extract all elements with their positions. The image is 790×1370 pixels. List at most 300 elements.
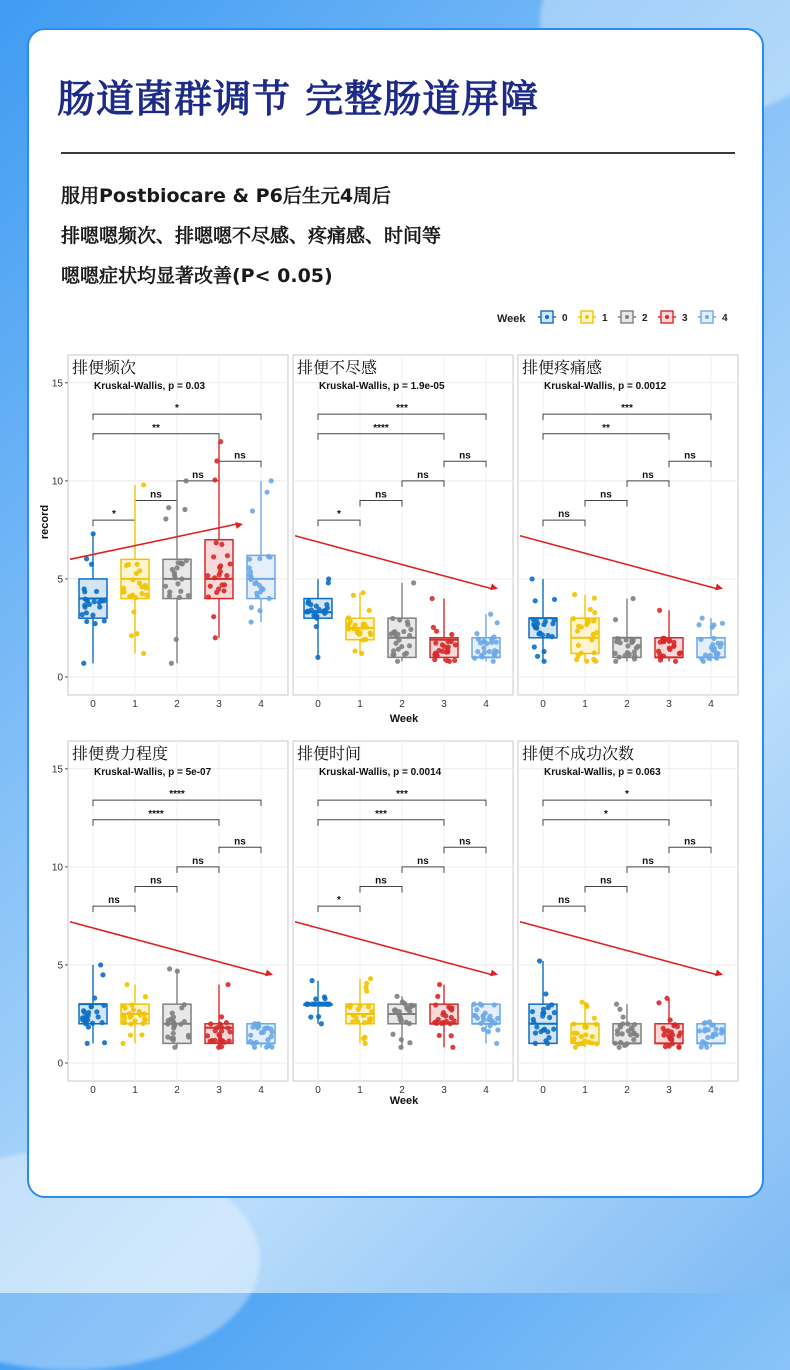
data-point: [175, 581, 180, 586]
data-point: [390, 652, 395, 657]
data-point: [322, 608, 327, 613]
data-point: [265, 1025, 270, 1030]
legend-label: 2: [642, 313, 648, 324]
data-point: [313, 610, 318, 615]
data-point: [571, 616, 576, 621]
data-point: [583, 1023, 588, 1028]
data-point: [350, 1019, 355, 1024]
data-point: [476, 637, 481, 642]
x-tick-label: 3: [216, 699, 222, 710]
data-point: [407, 643, 412, 648]
data-point: [490, 1020, 495, 1025]
data-point: [139, 1032, 144, 1037]
data-point: [163, 584, 168, 589]
data-point: [404, 1020, 409, 1025]
data-point: [471, 1002, 476, 1007]
x-tick-label: 4: [258, 1085, 264, 1096]
data-point: [169, 661, 174, 666]
data-point: [186, 1033, 191, 1038]
significance-label: ns: [192, 855, 204, 867]
data-point: [541, 659, 546, 664]
significance-label: *: [175, 403, 179, 415]
data-point: [437, 1033, 442, 1038]
data-point: [616, 636, 621, 641]
data-point: [308, 1014, 313, 1019]
data-point: [89, 562, 94, 567]
panel-stat: Kruskal-Wallis, p = 0.0012: [544, 381, 667, 392]
data-point: [390, 1032, 395, 1037]
data-point: [172, 1045, 177, 1050]
data-point: [486, 1029, 491, 1034]
data-point: [615, 1028, 620, 1033]
data-point: [90, 613, 95, 618]
data-point: [363, 637, 368, 642]
data-point: [93, 621, 98, 626]
data-point: [495, 1016, 500, 1021]
data-point: [594, 1022, 599, 1027]
y-tick-label: 15: [51, 764, 63, 776]
data-point: [629, 1025, 634, 1030]
data-point: [437, 982, 442, 987]
data-point: [407, 633, 412, 638]
data-point: [397, 617, 402, 622]
data-point: [368, 630, 373, 635]
data-point: [367, 1017, 372, 1022]
page-title: 肠道菌群调节 完整肠道屏障: [57, 77, 540, 121]
data-point: [137, 1009, 142, 1014]
description-line-1: 服用Postbiocare & P6后生元4周后: [61, 185, 392, 207]
data-point: [625, 643, 630, 648]
data-point: [130, 577, 135, 582]
x-tick-label: 1: [582, 1085, 588, 1096]
data-point: [575, 1042, 580, 1047]
data-point: [352, 648, 357, 653]
legend-key-dot: [665, 315, 669, 319]
data-point: [430, 596, 435, 601]
data-point: [255, 1024, 260, 1029]
data-point: [657, 608, 662, 613]
data-point: [180, 561, 185, 566]
description-line-3: 嗯嗯症状均显著改善(P< 0.05): [61, 265, 333, 287]
panel-title: 排便时间: [297, 746, 362, 763]
data-point: [673, 659, 678, 664]
significance-label: ns: [417, 469, 429, 481]
panel-title: 排便费力程度: [72, 746, 169, 763]
data-point: [631, 1030, 636, 1035]
data-point: [439, 1021, 444, 1026]
significance-label: ns: [600, 875, 612, 887]
y-axis-label: record: [39, 504, 51, 540]
data-point: [80, 612, 85, 617]
data-point: [219, 542, 224, 547]
data-point: [543, 1038, 548, 1043]
significance-label: ns: [417, 855, 429, 867]
data-point: [667, 645, 672, 650]
data-point: [213, 635, 218, 640]
data-point: [172, 572, 177, 577]
data-point: [710, 625, 715, 630]
data-point: [445, 639, 450, 644]
panel-stat: Kruskal-Wallis, p = 1.9e-05: [319, 381, 445, 392]
data-point: [220, 1038, 225, 1043]
data-point: [576, 643, 581, 648]
data-point: [304, 609, 309, 614]
data-point: [394, 994, 399, 999]
data-point: [211, 554, 216, 559]
data-point: [347, 1005, 352, 1010]
chart-legend: [497, 311, 728, 325]
data-point: [269, 478, 274, 483]
data-point: [495, 1027, 500, 1032]
significance-label: ns: [642, 855, 654, 867]
data-point: [100, 1020, 105, 1025]
data-point: [709, 1023, 714, 1028]
data-point: [617, 1045, 622, 1050]
data-point: [656, 649, 661, 654]
data-point: [398, 1045, 403, 1050]
significance-label: ns: [150, 489, 162, 501]
data-point: [361, 1013, 366, 1018]
data-point: [129, 1002, 134, 1007]
data-point: [631, 1037, 636, 1042]
data-point: [178, 589, 183, 594]
data-point: [588, 607, 593, 612]
data-point: [571, 1021, 576, 1026]
significance-label: *: [337, 509, 341, 521]
data-point: [167, 966, 172, 971]
data-point: [174, 565, 179, 570]
data-point: [435, 994, 440, 999]
data-point: [405, 619, 410, 624]
description-line-2: 排嗯嗯频次、排嗯嗯不尽感、疼痛感、时间等: [61, 225, 442, 247]
data-point: [254, 580, 259, 585]
data-point: [713, 1027, 718, 1032]
data-point: [584, 659, 589, 664]
data-point: [440, 1012, 445, 1017]
chart-panel: [518, 355, 738, 710]
data-point: [453, 642, 458, 647]
significance-label: *: [604, 808, 608, 820]
data-point: [452, 658, 457, 663]
data-point: [170, 567, 175, 572]
significance-label: *: [112, 509, 116, 521]
data-point: [444, 658, 449, 663]
data-point: [720, 621, 725, 626]
significance-label: ns: [600, 489, 612, 501]
x-tick-label: 3: [666, 699, 672, 710]
data-point: [358, 1003, 363, 1008]
x-tick-label: 0: [90, 699, 96, 710]
data-point: [531, 622, 536, 627]
data-point: [219, 582, 224, 587]
data-point: [537, 958, 542, 963]
data-point: [254, 591, 259, 596]
data-point: [142, 1016, 147, 1021]
legend-title: Week: [497, 313, 526, 325]
data-point: [591, 618, 596, 623]
data-point: [267, 554, 272, 559]
data-point: [478, 1021, 483, 1026]
data-point: [492, 1002, 497, 1007]
data-point: [433, 1019, 438, 1024]
panel-stat: Kruskal-Wallis, p = 0.0014: [319, 767, 442, 778]
data-point: [248, 1033, 253, 1038]
data-point: [481, 645, 486, 650]
significance-label: ns: [234, 450, 246, 462]
data-point: [120, 1041, 125, 1046]
data-point: [94, 589, 99, 594]
x-tick-label: 1: [357, 699, 363, 710]
data-point: [362, 1020, 367, 1025]
data-point: [214, 458, 219, 463]
data-point: [552, 597, 557, 602]
x-tick-label: 1: [132, 699, 138, 710]
x-axis-label: Week: [389, 713, 419, 725]
data-point: [165, 1021, 170, 1026]
data-point: [494, 1041, 499, 1046]
data-point: [81, 1008, 86, 1013]
data-point: [575, 653, 580, 658]
data-point: [267, 596, 272, 601]
data-point: [259, 1030, 264, 1035]
data-point: [264, 490, 269, 495]
data-point: [320, 1002, 325, 1007]
significance-label: ns: [375, 489, 387, 501]
data-point: [658, 657, 663, 662]
data-point: [582, 1038, 587, 1043]
data-point: [591, 657, 596, 662]
data-point: [101, 1003, 106, 1008]
data-point: [314, 624, 319, 629]
data-point: [702, 1021, 707, 1026]
significance-label: ns: [684, 836, 696, 848]
data-point: [128, 1033, 133, 1038]
data-point: [250, 508, 255, 513]
data-point: [315, 655, 320, 660]
data-point: [614, 1002, 619, 1007]
data-point: [594, 1041, 599, 1046]
data-point: [625, 1021, 630, 1026]
data-point: [326, 580, 331, 585]
data-point: [575, 628, 580, 633]
legend-label: 0: [562, 313, 568, 324]
data-point: [630, 638, 635, 643]
data-point: [319, 1021, 324, 1026]
data-point: [620, 1031, 625, 1036]
data-point: [214, 540, 219, 545]
data-point: [214, 1025, 219, 1030]
data-point: [140, 1021, 145, 1026]
x-tick-label: 3: [441, 699, 447, 710]
data-point: [620, 1021, 625, 1026]
data-point: [313, 996, 318, 1001]
data-point: [675, 1024, 680, 1029]
data-point: [163, 516, 168, 521]
data-point: [86, 1013, 91, 1018]
significance-label: ns: [108, 895, 120, 907]
data-point: [576, 624, 581, 629]
data-point: [450, 1045, 455, 1050]
data-point: [212, 575, 217, 580]
x-tick-label: 1: [582, 699, 588, 710]
data-point: [411, 580, 416, 585]
x-tick-label: 0: [540, 699, 546, 710]
data-point: [225, 1025, 230, 1030]
data-point: [177, 595, 182, 600]
data-point: [407, 1040, 412, 1045]
data-point: [313, 1002, 318, 1007]
x-tick-label: 4: [708, 699, 714, 710]
data-point: [432, 657, 437, 662]
data-point: [90, 1021, 95, 1026]
data-point: [225, 553, 230, 558]
x-tick-label: 0: [315, 1085, 321, 1096]
data-point: [530, 1009, 535, 1014]
x-tick-label: 2: [624, 1085, 630, 1096]
data-point: [710, 1033, 715, 1038]
data-point: [166, 505, 171, 510]
legend-key-dot: [585, 315, 589, 319]
x-tick-label: 1: [357, 1085, 363, 1096]
data-point: [362, 1035, 367, 1040]
data-point: [94, 1009, 99, 1014]
data-point: [668, 1017, 673, 1022]
panel-stat: Kruskal-Wallis, p = 5e-07: [94, 767, 212, 778]
data-point: [589, 637, 594, 642]
data-point: [703, 652, 708, 657]
data-point: [449, 1007, 454, 1012]
data-point: [121, 1012, 126, 1017]
data-point: [369, 1009, 374, 1014]
data-point: [316, 1014, 321, 1019]
x-tick-label: 4: [483, 699, 489, 710]
data-point: [89, 1004, 94, 1009]
data-point: [491, 634, 496, 639]
data-point: [171, 1031, 176, 1036]
y-tick-label: 15: [51, 378, 63, 390]
data-point: [481, 1027, 486, 1032]
significance-label: ns: [642, 469, 654, 481]
legend-key-dot: [545, 315, 549, 319]
data-point: [676, 1044, 681, 1049]
data-point: [98, 962, 103, 967]
panel-stat: Kruskal-Wallis, p = 0.03: [94, 381, 206, 392]
data-point: [531, 1017, 536, 1022]
data-point: [666, 1033, 671, 1038]
data-point: [247, 557, 252, 562]
panel-stat: Kruskal-Wallis, p = 0.063: [544, 767, 661, 778]
data-point: [531, 617, 536, 622]
significance-label: ns: [192, 469, 204, 481]
legend-key-dot: [705, 315, 709, 319]
data-point: [351, 593, 356, 598]
data-point: [700, 616, 705, 621]
data-point: [549, 1002, 554, 1007]
significance-label: ns: [375, 875, 387, 887]
data-point: [211, 614, 216, 619]
data-point: [257, 556, 262, 561]
data-point: [445, 647, 450, 652]
data-point: [551, 1027, 556, 1032]
data-point: [656, 1000, 661, 1005]
data-point: [130, 593, 135, 598]
data-point: [212, 477, 217, 482]
data-point: [174, 637, 179, 642]
x-axis-label: Week: [389, 1095, 419, 1107]
data-point: [584, 1002, 589, 1007]
data-point: [481, 1013, 486, 1018]
data-point: [543, 991, 548, 996]
data-point: [169, 1036, 174, 1041]
data-point: [402, 652, 407, 657]
data-point: [613, 617, 618, 622]
x-tick-label: 0: [90, 1085, 96, 1096]
y-tick-label: 10: [51, 862, 63, 874]
data-point: [182, 507, 187, 512]
panel-title: 排便频次: [72, 360, 137, 377]
data-point: [572, 592, 577, 597]
chart-panel: [52, 355, 288, 710]
data-point: [697, 1028, 702, 1033]
legend-label: 1: [602, 313, 608, 324]
data-point: [711, 636, 716, 641]
data-point: [665, 1028, 670, 1033]
data-point: [123, 1005, 128, 1010]
data-point: [346, 615, 351, 620]
data-point: [171, 1020, 176, 1025]
data-point: [324, 602, 329, 607]
data-point: [304, 1002, 309, 1007]
data-point: [678, 650, 683, 655]
data-point: [209, 1038, 214, 1043]
data-point: [547, 1015, 552, 1020]
data-point: [85, 598, 90, 603]
data-point: [678, 1030, 683, 1035]
data-point: [448, 1021, 453, 1026]
data-point: [487, 1014, 492, 1019]
significance-label: ns: [459, 450, 471, 462]
data-point: [361, 590, 366, 595]
data-point: [592, 650, 597, 655]
data-point: [710, 642, 715, 647]
significance-label: ***: [396, 789, 408, 801]
data-point: [594, 630, 599, 635]
data-point: [218, 439, 223, 444]
data-point: [631, 596, 636, 601]
data-point: [143, 583, 148, 588]
panel-title: 排便不尽感: [297, 360, 378, 377]
data-point: [80, 1017, 85, 1022]
significance-label: ***: [375, 808, 387, 820]
data-point: [433, 640, 438, 645]
significance-label: *: [625, 789, 629, 801]
data-point: [122, 1020, 127, 1025]
data-point: [134, 631, 139, 636]
data-point: [488, 612, 493, 617]
significance-label: **: [602, 422, 610, 434]
x-tick-label: 0: [540, 1085, 546, 1096]
data-point: [179, 1005, 184, 1010]
data-point: [309, 978, 314, 983]
data-point: [579, 1000, 584, 1005]
data-point: [696, 622, 701, 627]
data-point: [364, 989, 369, 994]
data-point: [314, 616, 319, 621]
data-point: [494, 649, 499, 654]
data-point: [408, 627, 413, 632]
data-point: [530, 576, 535, 581]
data-point: [613, 659, 618, 664]
